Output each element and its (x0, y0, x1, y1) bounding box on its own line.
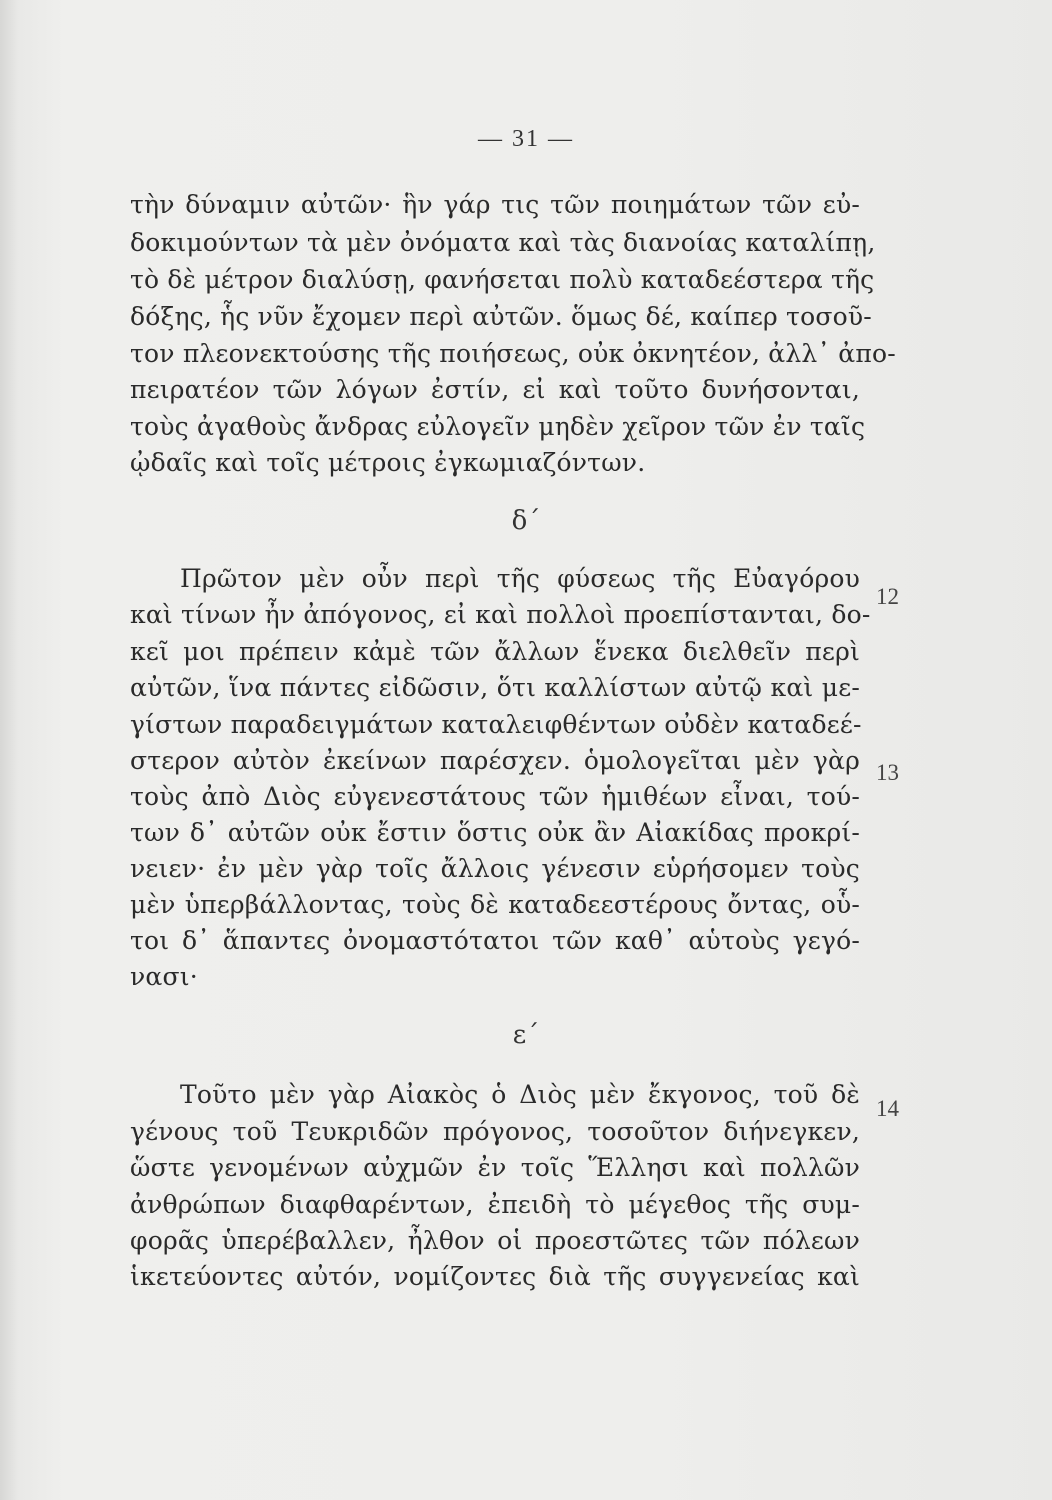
text-line: μὲν ὑπερβάλλοντας, τοὺς δὲ καταδεεστέρους ὄντας, οὗ- (130, 890, 860, 919)
text-line: ὥστε γενομένων αὐχμῶν ἐν τοῖς Ἕλλησι καὶ πολλῶν (130, 1153, 860, 1182)
text-line: Τοῦτο μὲν γὰρ Αἰακὸς ὁ Διὸς μὲν ἔκγονος, τοῦ δὲ (180, 1080, 860, 1109)
text-line: τὸ δὲ μέτρον διαλύσῃ, φανήσεται πολὺ καταδεέστερα τῆς (130, 265, 875, 294)
text-line: ᾠδαῖς καὶ τοῖς μέτροις ἐγκωμιαζόντων. (130, 448, 646, 477)
text-line: Πρῶτον μὲν οὖν περὶ τῆς φύσεως τῆς Εὐαγόρου (180, 564, 860, 593)
text-line: τὴν δύναμιν αὐτῶν· ἣν γάρ τις τῶν ποιημάτων τῶν εὐ- (130, 190, 860, 219)
text-line: στερον αὐτὸν ἐκείνων παρέσχεν. ὁμολογεῖται μὲν γὰρ (130, 746, 860, 775)
text-line: νειεν· ἐν μὲν γὰρ τοῖς ἄλλοις γένεσιν εὑρήσομεν τοὺς (130, 854, 860, 883)
text-line: ἀνθρώπων διαφθαρέντων, ἐπειδὴ τὸ μέγεθος τῆς συμ- (130, 1190, 860, 1219)
text-line: γένους τοῦ Τευκριδῶν πρόγονος, τοσοῦτον διήνεγκεν, (130, 1117, 860, 1146)
text-line: αὐτῶν, ἵνα πάντες εἰδῶσιν, ὅτι καλλίστων αὐτῷ καὶ με- (130, 673, 860, 702)
text-line: ἱκετεύοντες αὐτόν, νομίζοντες διὰ τῆς συγγενείας καὶ (130, 1262, 860, 1291)
margin-number-14: 14 (876, 1096, 899, 1121)
text-line: φορᾶς ὑπερέβαλλεν, ἦλθον οἱ προεστῶτες τῶν πόλεων (130, 1226, 860, 1255)
text-line: τοὺς ἀπὸ Διὸς εὐγενεστάτους τῶν ἡμιθέων εἶναι, τού- (130, 782, 860, 811)
text-line: τοι δ᾽ ἅπαντες ὀνομαστότατοι τῶν καθ᾽ αὑτοὺς γεγό- (130, 926, 860, 955)
text-line: τον πλεονεκτούσης τῆς ποιήσεως, οὐκ ὀκνητέον, ἀλλ᾽ ἀπο- (130, 339, 896, 368)
section-heading-epsilon: ε΄ (512, 1020, 540, 1050)
text-line: καὶ τίνων ἦν ἀπόγονος, εἰ καὶ πολλοὶ προεπίστανται, δο- (130, 600, 871, 629)
text-line: τοὺς ἀγαθοὺς ἄνδρας εὐλογεῖν μηδὲν χεῖρον τῶν ἐν ταῖς (130, 412, 866, 441)
text-line: δόξης, ἧς νῦν ἔχομεν περὶ αὐτῶν. ὅμως δέ, καίπερ τοσοῦ- (130, 302, 872, 331)
margin-number-13: 13 (876, 760, 899, 785)
text-line: γίστων παραδειγμάτων καταλειφθέντων οὐδὲν καταδεέ- (130, 710, 862, 739)
text-line: των δ᾽ αὐτῶν οὐκ ἔστιν ὅστις οὐκ ἂν Αἰακίδας προκρί- (130, 818, 860, 847)
page-number-header: — 31 — (478, 126, 574, 152)
text-line: νασι· (130, 962, 198, 991)
text-line: δοκιμούντων τὰ μὲν ὀνόματα καὶ τὰς διανοίας καταλίπῃ, (130, 228, 876, 257)
text-line: πειρατέον τῶν λόγων ἐστίν, εἰ καὶ τοῦτο δυνήσονται, (130, 375, 860, 404)
page-fold-shadow (0, 0, 18, 1500)
margin-number-12: 12 (876, 584, 899, 609)
text-line: κεῖ μοι πρέπειν κἀμὲ τῶν ἄλλων ἕνεκα διελθεῖν περὶ (130, 637, 860, 666)
section-heading-delta: δ΄ (511, 506, 541, 536)
